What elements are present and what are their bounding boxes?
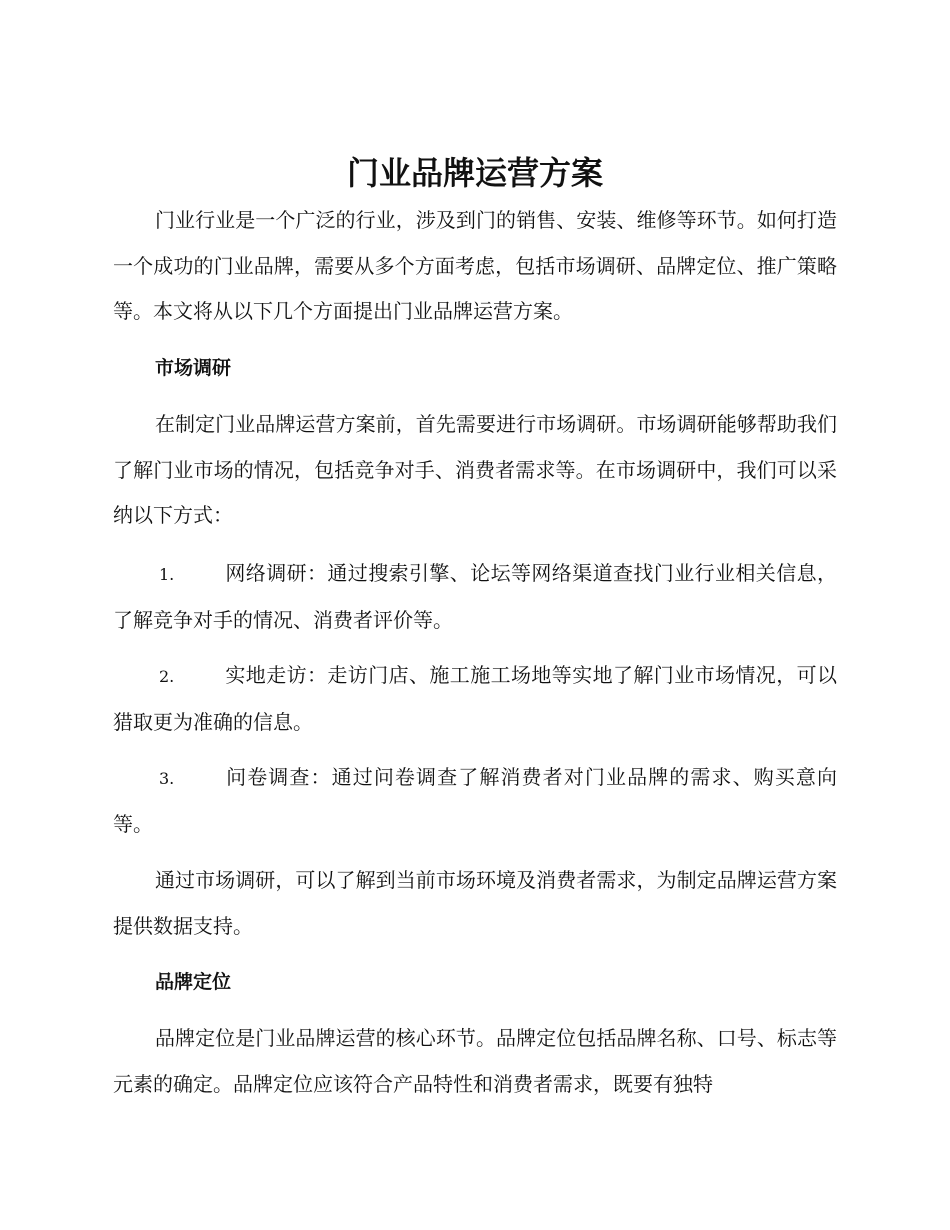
list-item-text: 实地走访：走访门店、施工施工场地等实地了解门业市场情况，可以猎取更为准确的信息。: [113, 663, 837, 734]
list-item: [113, 653, 837, 745]
list-item-number: 3.: [159, 769, 175, 788]
intro-paragraph: 门业行业是一个广泛的行业，涉及到门的销售、安装、维修等环节。如何打造一个成功的门业品牌，需要从多个方面考虑，包括市场调研、品牌定位、推广策略等。本文将从以下几个方面提出门业品牌运营方案。: [113, 208, 837, 323]
section-heading-market-research: 市场调研: [155, 357, 232, 379]
list-item: [113, 551, 837, 643]
section-heading-brand-positioning: 品牌定位: [155, 971, 232, 993]
list-item-number: 1.: [159, 565, 175, 584]
list-item-text: 网络调研：通过搜索引擎、论坛等网络渠道查找门业行业相关信息，了解竞争对手的情况、消费者评价等。: [113, 561, 837, 632]
market-research-paragraph: 在制定门业品牌运营方案前，首先需要进行市场调研。市场调研能够帮助我们了解门业市场的情况，包括竞争对手、消费者需求等。在市场调研中，我们可以采纳以下方式：: [113, 412, 837, 527]
list-item-number: 2.: [159, 667, 175, 686]
brand-positioning-paragraph: 品牌定位是门业品牌运营的核心环节。品牌定位包括品牌名称、口号、标志等元素的确定。品牌定位应该符合产品特性和消费者需求，既要有独特: [113, 1026, 837, 1096]
document-title: 门业品牌运营方案: [346, 154, 603, 192]
list-item-text: 问卷调查：通过问卷调查了解消费者对门业品牌的需求、购买意向等。: [113, 765, 837, 836]
market-research-summary-paragraph: 通过市场调研，可以了解到当前市场环境及消费者需求，为制定品牌运营方案提供数据支持。: [113, 868, 837, 938]
list-item: [113, 755, 837, 847]
